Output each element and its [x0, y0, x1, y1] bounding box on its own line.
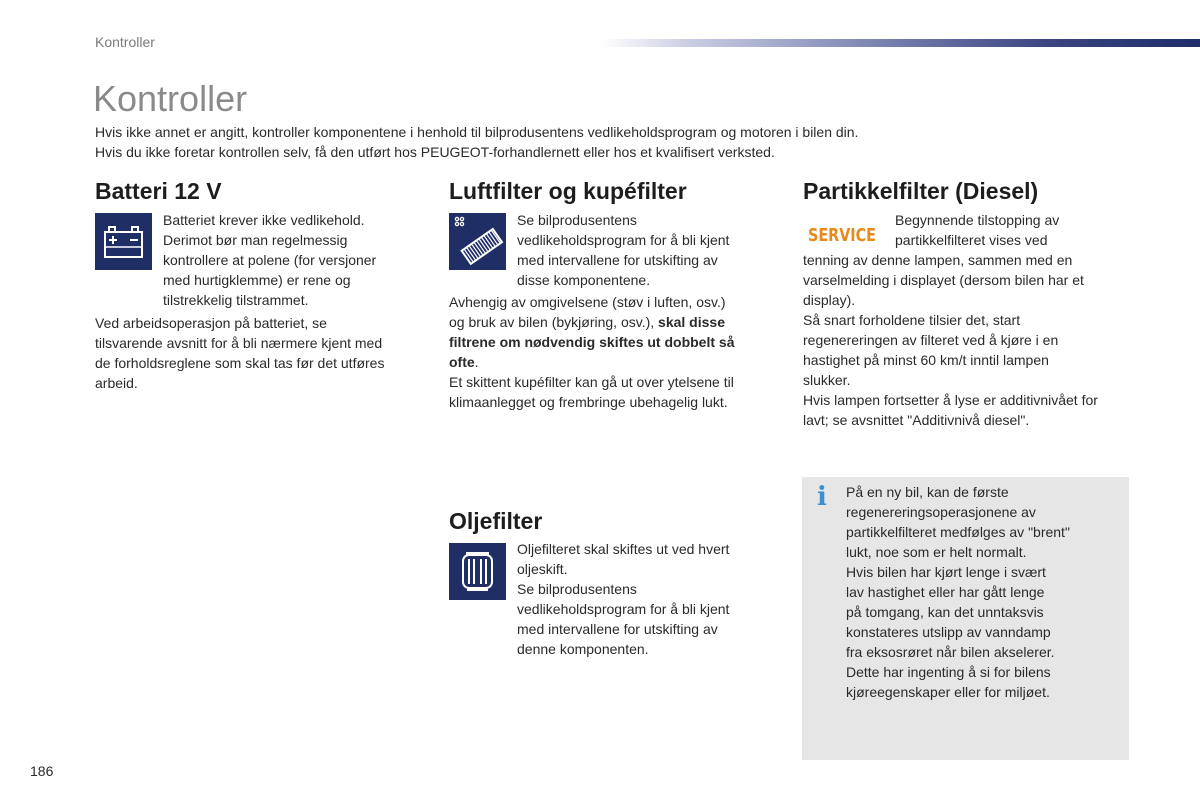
particle-filter-line: hastighet på minst 60 km/t inntil lampen	[803, 352, 1049, 368]
info-line: regenereringsoperasjonene av	[846, 504, 1036, 520]
battery-text-below	[95, 313, 384, 393]
battery-line: Batteriet krever ikke vedlikehold.	[163, 212, 365, 228]
header-gradient-rule	[600, 39, 1200, 47]
battery-line: arbeid.	[95, 375, 138, 391]
particle-filter-line: varselmelding i displayet (dersom bilen har et	[803, 272, 1084, 288]
page-title: Kontroller	[93, 78, 248, 119]
info-line: Dette har ingenting å si for bilens	[846, 664, 1051, 680]
particle-filter-heading: Partikkelfilter (Diesel)	[803, 178, 1039, 204]
particle-filter-text-beside-icon	[895, 210, 1059, 250]
air-filter-line: vedlikeholdsprogram for å bli kjent	[517, 232, 730, 248]
air-filter-heading: Luftfilter og kupéfilter	[449, 178, 687, 204]
particle-filter-text-below	[803, 250, 1098, 430]
air-filter-line: med intervallene for utskifting av	[517, 252, 718, 268]
battery-text-beside-icon	[163, 210, 376, 310]
particle-filter-line: regenereringen av filteret ved å kjøre i en	[803, 332, 1059, 348]
intro-line-1: Hvis ikke annet er angitt, kontroller komponentene i henhold til bilprodusentens vedlikeholdsprogram og motoren i bilen din.	[95, 124, 859, 140]
battery-line: tilsvarende avsnitt for å bli nærmere kjent med	[95, 335, 383, 351]
air-filter-line	[449, 352, 734, 372]
air-filter-text-beside-icon	[517, 210, 729, 290]
oil-filter-line: Oljefilteret skal skiftes ut ved hvert	[517, 541, 730, 557]
particle-filter-line: tenning av denne lampen, sammen med en	[803, 252, 1073, 268]
air-filter-icon	[449, 213, 506, 270]
running-header: Kontroller	[95, 34, 155, 50]
info-icon: i	[817, 482, 827, 512]
info-line: På en ny bil, kan de første	[846, 484, 1009, 500]
info-line: kjøreegenskaper eller for miljøet.	[846, 684, 1050, 700]
particle-filter-line: Begynnende tilstopping av	[895, 212, 1060, 228]
info-line: konstateres utslipp av vanndamp	[846, 624, 1051, 640]
air-filter-line: disse komponentene.	[517, 272, 651, 288]
particle-filter-line: slukker.	[803, 372, 851, 388]
service-warning-icon	[806, 219, 878, 249]
air-filter-line: Se bilprodusentens	[517, 212, 637, 228]
oil-filter-heading: Oljefilter	[449, 508, 543, 534]
particle-filter-line: lavt; se avsnittet "Additivnivå diesel".	[803, 412, 1030, 428]
air-filter-emphasis: ofte	[449, 354, 475, 370]
battery-heading: Batteri 12 V	[95, 178, 222, 204]
page-number: 186	[30, 763, 54, 779]
air-filter-emphasis: filtrene om nødvendig skiftes ut dobbelt så	[449, 334, 735, 350]
oil-filter-icon	[449, 543, 506, 600]
particle-filter-line: display).	[803, 292, 856, 308]
info-line: på tomgang, kan det unntaksvis	[846, 604, 1044, 620]
air-filter-line: Avhengig av omgivelsene (støv i luften, osv.)	[449, 294, 726, 310]
air-filter-line: klimaanlegget og frembringe ubehagelig lukt.	[449, 394, 728, 410]
particle-filter-line: Så snart forholdene tilsier det, start	[803, 312, 1021, 328]
info-line: partikkelfilteret medfølges av "brent"	[846, 524, 1070, 540]
battery-line: med hurtigklemme) er rene og	[163, 272, 351, 288]
oil-filter-line: Se bilprodusentens	[517, 581, 637, 597]
battery-line: de forholdsreglene som skal tas før det utføres	[95, 355, 385, 371]
info-line: Hvis bilen har kjørt lenge i svært	[846, 564, 1046, 580]
air-filter-text: .	[474, 354, 479, 370]
air-filter-text: og bruk av bilen (bykjøring, osv.),	[449, 314, 659, 330]
info-line: lav hastighet eller har gått lenge	[846, 584, 1045, 600]
oil-filter-text	[517, 539, 729, 659]
battery-line: kontrollere at polene (for versjoner	[163, 252, 377, 268]
car-battery-icon	[95, 213, 152, 270]
info-line: fra eksosrøret når bilen akselerer.	[846, 644, 1055, 660]
info-box-text	[846, 482, 1070, 702]
oil-filter-line: med intervallene for utskifting av	[517, 621, 718, 637]
air-filter-line: Et skittent kupéfilter kan gå ut over ytelsene til	[449, 374, 734, 390]
oil-filter-line: oljeskift.	[517, 561, 568, 577]
particle-filter-line: Hvis lampen fortsetter å lyse er additivnivået for	[803, 392, 1098, 408]
info-line: lukt, noe som er helt normalt.	[846, 544, 1027, 560]
oil-filter-line: vedlikeholdsprogram for å bli kjent	[517, 601, 730, 617]
air-filter-emphasis: skal disse	[658, 314, 725, 330]
particle-filter-line: partikkelfilteret vises ved	[895, 232, 1048, 248]
air-filter-paragraph-2	[449, 292, 734, 412]
battery-line: tilstrekkelig tilstrammet.	[163, 292, 309, 308]
oil-filter-line: denne komponenten.	[517, 641, 649, 657]
air-filter-line	[449, 312, 734, 332]
service-warning-label: SERVICE	[808, 225, 876, 246]
battery-line: Derimot bør man regelmessig	[163, 232, 348, 248]
battery-line: Ved arbeidsoperasjon på batteriet, se	[95, 315, 327, 331]
intro-line-2: Hvis du ikke foretar kontrollen selv, få den utført hos PEUGEOT-forhandlernett eller hos et kvalifisert verksted.	[95, 144, 775, 160]
